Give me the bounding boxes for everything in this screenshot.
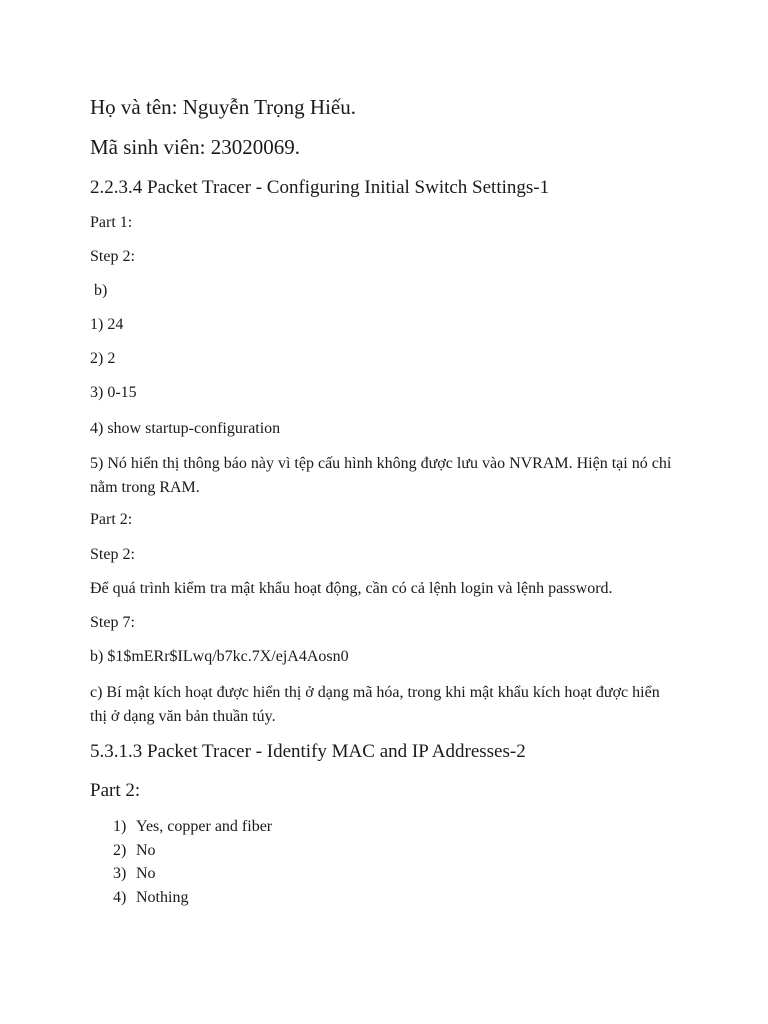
student-name: Họ và tên: Nguyễn Trọng Hiếu. bbox=[90, 95, 356, 119]
step7-label: Step 7: bbox=[90, 614, 135, 631]
step7-answer-b: b) $1$mERr$ILwq/b7kc.7X/ejA4Aosn0 bbox=[90, 648, 349, 665]
list-item: 2) No bbox=[113, 841, 156, 859]
section2-part2-label: Part 2: bbox=[90, 780, 141, 801]
section-title-switch-settings: 2.2.3.4 Packet Tracer - Configuring Initial Switch Settings-1 bbox=[90, 177, 550, 198]
section-title-mac-ip: 5.3.1.3 Packet Tracer - Identify MAC and IP Addresses-2 bbox=[90, 741, 526, 762]
list-item: 1) Yes, copper and fiber bbox=[113, 818, 273, 835]
part2-step2-text: Để quá trình kiểm tra mật khẩu hoạt động, cần có cả lệnh login và lệnh password. bbox=[90, 580, 613, 597]
part1-label: Part 1: bbox=[90, 214, 133, 231]
student-id: Mã sinh viên: 23020069. bbox=[90, 135, 300, 159]
answer-4: 4) show startup-configuration bbox=[90, 420, 281, 437]
answer-3: 3) 0-15 bbox=[90, 384, 137, 401]
part2-label: Part 2: bbox=[90, 511, 133, 528]
answer-5: 5) Nó hiển thị thông báo này vì tệp cấu hình không được lưu vào NVRAM. Hiện tại nó chỉ nằm trong RAM. bbox=[90, 455, 672, 496]
step7-answer-c: c) Bí mật kích hoạt được hiển thị ở dạng mã hóa, trong khi mật khẩu kích hoạt được hiển thị ở dạng văn bản thuần túy. bbox=[90, 684, 660, 725]
part2-step2-label: Step 2: bbox=[90, 546, 135, 563]
answer-2: 2) 2 bbox=[90, 350, 116, 367]
list-item: 4) Nothing bbox=[113, 888, 189, 906]
answer-list bbox=[90, 815, 272, 909]
step2-label: Step 2: bbox=[90, 248, 135, 265]
list-item: 3) No bbox=[113, 865, 156, 883]
sub-question-b: b) bbox=[90, 282, 108, 299]
answer-1: 1) 24 bbox=[90, 316, 124, 333]
